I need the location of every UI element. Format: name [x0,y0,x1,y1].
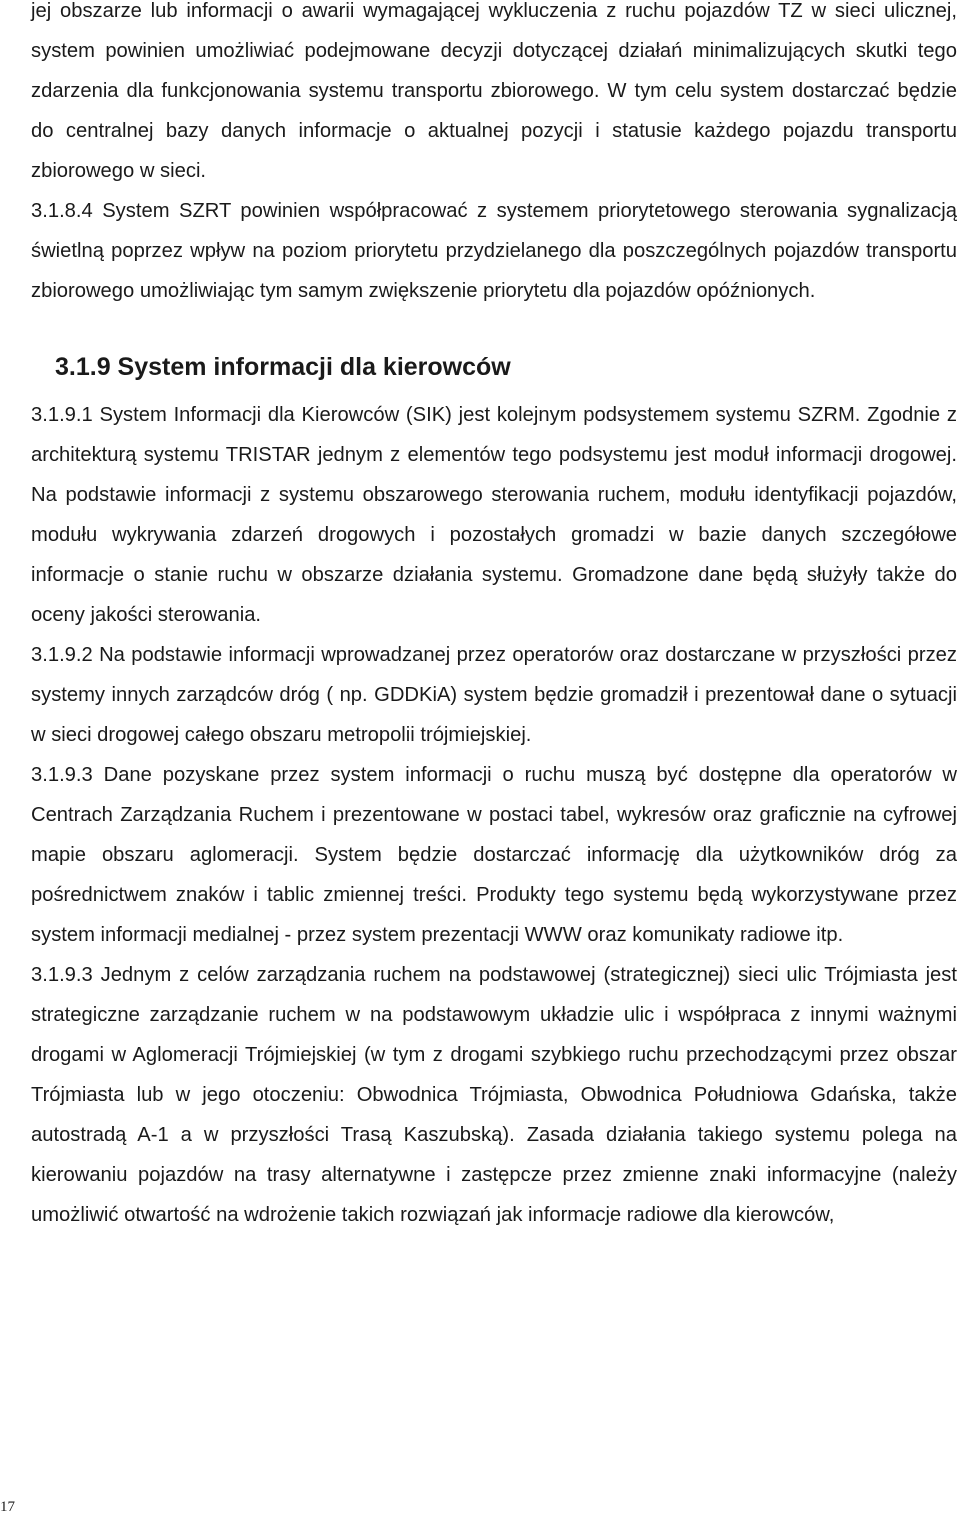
paragraph-3-1-9-3-b: 3.1.9.3 Jednym z celów zarządzania ruchem na podstawowej (strategicznej) sieci ulic Trójmiasta jest strategiczne zarządzanie ruchem w na podstawowym układzie ulic i współpraca z innymi ważnymi drogami w Aglomeracji Trójmiejskiej (w tym z drogami szybkiego ruchu przechodzącymi przez obszar Trójmiasta lub w jego otoczeniu: Obwodnica Trójmiasta, Obwodnica Południowa Gdańska, także autostradą A-1 a w przyszłości Trasą Kaszubską). Zasada działania takiego systemu polega na kierowaniu pojazdów na trasy alternatywne i zastępcze przez zmienne znaki informacyjne (należy umożliwić otwartość na wdrożenie takich rozwiązań jak informacje radiowe dla kierowców, [31,964,957,1226]
page-number: 17 [0,1499,15,1515]
section-heading: 3.1.9 System informacji dla kierowców [55,353,511,381]
paragraph-3-1-8-4: 3.1.8.4 System SZRT powinien współpracować z systemem priorytetowego sterowania sygnalizacją świetlną poprzez wpływ na poziom priorytetu przydzielanego dla poszczególnych pojazdów transportu zbiorowego umożliwiając tym samym zwiększenie priorytetu dla pojazdów opóźnionych. [31,200,957,302]
document-page [31,0,957,1235]
paragraph-3-1-9-3-a: 3.1.9.3 Dane pozyskane przez system informacji o ruchu muszą być dostępne dla operatorów w Centrach Zarządzania Ruchem i prezentowane w postaci tabel, wykresów oraz graficznie na cyfrowej mapie obszaru aglomeracji. System będzie dostarczać informację dla użytkowników dróg za pośrednictwem znaków i tablic zmiennej treści. Produkty tego systemu będą wykorzystywane przez system informacji medialnej - przez system prezentacji WWW oraz komunikaty radiowe itp. [31,764,957,946]
paragraph-3-1-9-1: 3.1.9.1 System Informacji dla Kierowców (SIK) jest kolejnym podsystemem systemu SZRM. Zgodnie z architekturą systemu TRISTAR jednym z elementów tego podsystemu jest moduł informacji drogowej. Na podstawie informacji z systemu obszarowego sterowania ruchem, modułu identyfikacji pojazdów, modułu wykrywania zdarzeń drogowych i pozostałych gromadzi w bazie danych szczegółowe informacje o stanie ruchu w obszarze działania systemu. Gromadzone dane będą służyły także do oceny jakości sterowania. [31,404,957,626]
paragraph-3-1-9-2: 3.1.9.2 Na podstawie informacji wprowadzanej przez operatorów oraz dostarczane w przyszłości przez systemy innych zarządców dróg ( np. GDDKiA) system będzie gromadził i prezentował dane o sytuacji w sieci drogowej całego obszaru metropolii trójmiejskiej. [31,644,957,746]
paragraph-incident-handling: jej obszarze lub informacji o awarii wymagającej wykluczenia z ruchu pojazdów TZ w sieci ulicznej, system powinien umożliwiać podejmowane decyzji dotyczącej działań minimalizujących skutki tego zdarzenia dla funkcjonowania systemu transportu zbiorowego. W tym celu system dostarczać będzie do centralnej bazy danych informacje o aktualnej pozycji i statusie każdego pojazdu transportu zbiorowego w sieci. [31,0,957,182]
